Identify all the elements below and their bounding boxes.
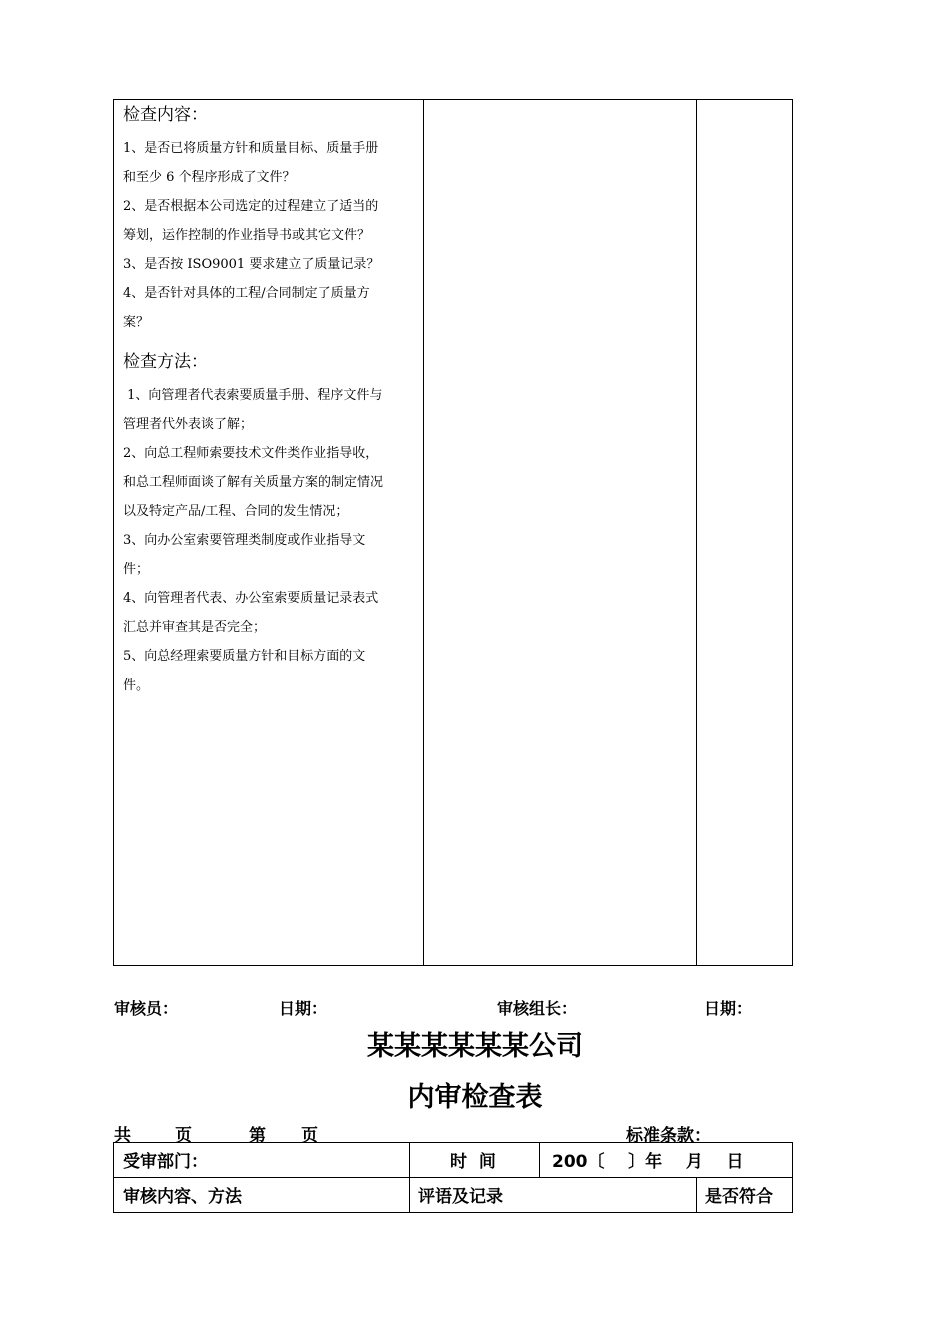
check-method-item: 以及特定产品/工程、合同的发生情况； — [123, 504, 349, 519]
check-method-item: 2、向总工程师索要技术文件类作业指导收， — [123, 446, 379, 461]
check-method-item: 5、向总经理索要质量方针和目标方面的文 — [123, 649, 366, 664]
check-content-item: 筹划，运作控制的作业指导书或其它文件？ — [123, 228, 371, 243]
column-divider — [409, 1143, 410, 1212]
page-label: 页 — [175, 1126, 192, 1146]
audit-check-table — [113, 99, 793, 966]
column-divider — [696, 100, 697, 965]
page-total-label: 共 — [114, 1126, 131, 1146]
check-method-item: 汇总并审查其是否完全； — [123, 620, 267, 635]
company-name: 某某某某某某公司 — [367, 1031, 583, 1062]
time-label: 时 间 — [450, 1152, 496, 1172]
audited-dept-label: 受审部门： — [123, 1152, 208, 1172]
check-content-item: 4、是否针对具体的工程/合同制定了质量方 — [123, 286, 370, 301]
check-method-item: 4、向管理者代表、办公室索要质量记录表式 — [123, 591, 379, 606]
auditor-label: 审核员： — [114, 999, 179, 1018]
column-divider — [696, 1177, 697, 1212]
check-content-item: 2、是否根据本公司选定的过程建立了适当的 — [123, 199, 379, 214]
check-content-item: 3、是否按 ISO9001 要求建立了质量记录？ — [123, 257, 380, 272]
form-title: 内审检查表 — [407, 1082, 543, 1113]
content-column — [123, 100, 418, 704]
page-label: 页 — [301, 1126, 318, 1146]
audit-content-label: 审核内容、方法 — [123, 1187, 242, 1207]
check-method-item: 3、向办公室索要管理类制度或作业指导文 — [123, 533, 366, 548]
date-label: 日期： — [279, 999, 328, 1018]
check-method-item: 和总工程师面谈了解有关质量方案的制定情况 — [123, 475, 384, 490]
check-method-list — [123, 377, 418, 704]
check-method-item: 管理者代外表谈了解； — [123, 417, 254, 432]
check-content-item: 1、是否已将质量方针和质量目标、质量手册 — [123, 141, 379, 156]
check-content-heading: 检查内容： — [123, 105, 208, 125]
column-divider — [539, 1143, 540, 1177]
standard-clause-label: 标准条款： — [626, 1126, 711, 1146]
comment-label: 评语及记录 — [418, 1187, 503, 1207]
check-method-item: 件。 — [123, 678, 150, 693]
row-divider — [114, 1177, 792, 1178]
date-label: 日期： — [704, 999, 753, 1018]
column-divider — [423, 100, 424, 965]
date-value: 200〔 〕年 月 日 — [552, 1152, 744, 1172]
check-content-item: 和至少 6 个程序形成了文件？ — [123, 170, 296, 185]
check-method-item: 1、向管理者代表索要质量手册、程序文件与 — [123, 388, 383, 403]
audit-header-table — [113, 1142, 793, 1213]
check-content-item: 案？ — [123, 315, 150, 330]
check-method-item: 件； — [123, 562, 150, 577]
audit-leader-label: 审核组长： — [497, 999, 578, 1018]
page-number-label: 第 — [249, 1126, 266, 1146]
conformity-label: 是否符合 — [705, 1187, 773, 1207]
check-method-heading: 检查方法： — [123, 352, 208, 372]
check-content-list — [123, 130, 418, 341]
